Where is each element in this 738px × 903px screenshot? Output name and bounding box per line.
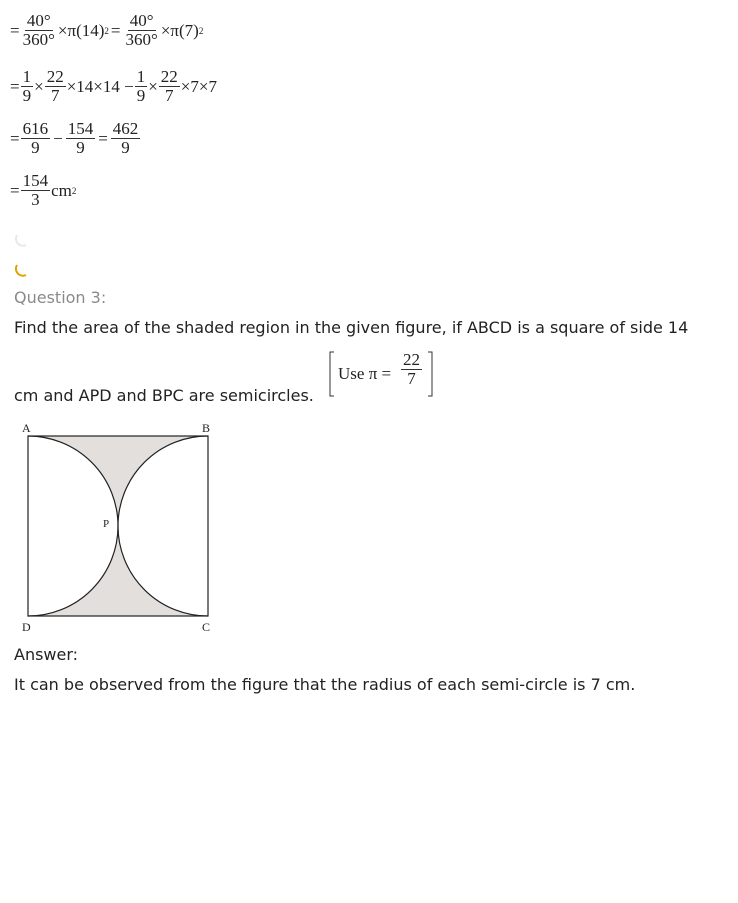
expression-term: ×14×14 − [66, 76, 134, 96]
numerator: 154 [22, 171, 49, 190]
numerator: 1 [22, 67, 32, 86]
denominator: 7 [407, 369, 416, 388]
vertex-label-b: B [202, 421, 211, 435]
exponent: 2 [104, 25, 109, 36]
denominator: 7 [50, 86, 60, 105]
denominator: 9 [22, 86, 32, 105]
numerator: 616 [22, 119, 49, 138]
fraction [159, 68, 180, 105]
exponent: 2 [71, 185, 77, 196]
question-title: Question 3: [14, 288, 107, 307]
expression-term: ×7×7 [180, 76, 217, 96]
denominator: 9 [76, 138, 85, 157]
square-semicircles-figure [14, 418, 224, 638]
equation-line-4 [10, 172, 76, 209]
fraction [124, 12, 160, 49]
answer-label: Answer: [14, 645, 79, 664]
expression-term: ×π(7) [160, 20, 199, 40]
equals-sign: = [110, 20, 121, 40]
numerator: 22 [160, 67, 178, 86]
exponent: 2 [198, 25, 204, 36]
denominator: 9 [136, 86, 146, 105]
numerator: 22 [46, 67, 64, 86]
operator: − [53, 128, 63, 148]
vertex-label-d: D [22, 620, 31, 634]
fraction [45, 68, 66, 105]
equation-line-2 [10, 68, 217, 105]
fraction [21, 120, 51, 157]
numerator: 40° [26, 11, 51, 30]
denominator: 9 [31, 138, 40, 157]
question-text: Find the area of the shaded region in the given figure, if ABCD is a square of side 14 [14, 318, 689, 337]
denominator: 7 [165, 86, 174, 105]
point-label-p: P [103, 518, 110, 530]
vertex-label-c: C [202, 620, 211, 634]
fraction [21, 68, 34, 105]
fraction [66, 120, 96, 157]
numerator: 22 [403, 350, 420, 369]
equation-line-1 [10, 12, 203, 49]
question-text-continued: cm and APD and BPC are semicircles. [14, 386, 314, 405]
expression-term: ×π(14) [57, 20, 105, 40]
numerator: 40° [129, 11, 154, 30]
hint-prefix: Use π = [338, 364, 392, 383]
denominator: 360° [125, 30, 158, 49]
equals-sign: = [10, 180, 20, 200]
answer-text: It can be observed from the figure that the radius of each semi-circle is 7 cm. [14, 675, 636, 694]
loading-spinner-icon [14, 262, 30, 278]
loading-spinner-icon [14, 232, 30, 248]
equals-sign: = [10, 128, 20, 148]
operator: × [148, 76, 158, 96]
fraction [135, 68, 148, 105]
fraction [21, 172, 51, 209]
fraction [21, 12, 57, 49]
fraction [111, 120, 141, 157]
operator: × [34, 76, 44, 96]
vertex-label-a: A [22, 421, 31, 435]
denominator: 9 [121, 138, 130, 157]
hint-fraction [401, 351, 422, 388]
denominator: 360° [22, 30, 55, 49]
equation-line-3 [10, 120, 141, 157]
numerator: 462 [112, 119, 139, 138]
equals-sign: = [10, 20, 20, 40]
denominator: 3 [31, 190, 40, 209]
pi-hint [328, 350, 434, 400]
numerator: 1 [136, 67, 146, 86]
equals-sign: = [98, 128, 108, 148]
numerator: 154 [67, 119, 94, 138]
equals-sign: = [10, 76, 20, 96]
unit: cm [51, 180, 72, 200]
